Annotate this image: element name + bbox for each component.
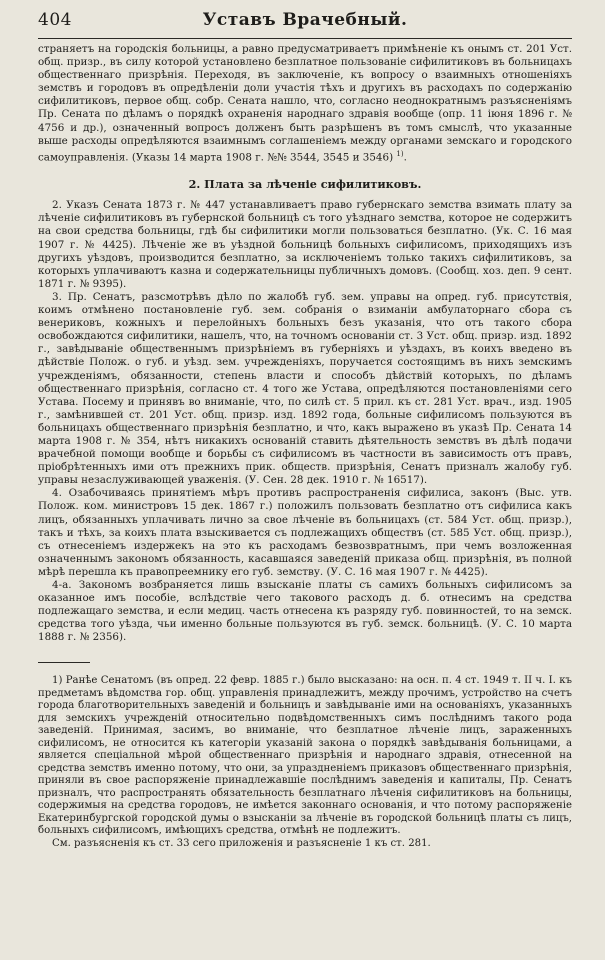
running-title: Уставъ Врачебный. [202,10,408,30]
paragraph-intro-text: страняетъ на городскія больницы, а равно предусматриваетъ примѣненіе къ онымъ ст. 201 Уст. общ. призр., въ силу которой установлено безплатное пользованіе сифилитиковъ въ больницахъ общественнаго призрѣнія. Переходя, въ заключеніе, къ вопросу о взаимныхъ отношеніяхъ земствъ и городовъ въ опредѣленіи доли участія тѣхъ и другихъ въ расходахъ по содержанію сифилитиковъ, первое общ. собр. Сената нашло, что, согласно неоднократнымъ разъясненіямъ Пр. Сената по дѣламъ о порядкѣ охраненія народнаго здравія вообще (опр. 11 іюня 1896 г. № 4756 и др.), означенный вопросъ долженъ быть разрѣшенъ въ томъ смыслѣ, что указанные выше расходы опредѣляются взаимнымъ соглашеніемъ между органами земскаго и городского самоуправленія. (Указы 14 марта 1908 г. №№ 3544, 3545 и 3546) [38,43,572,164]
footnote-rule [38,662,90,663]
footnote-1: 1) Ранѣе Сенатомъ (въ опред. 22 февр. 1885 г.) было высказано: на осн. п. 4 ст. 1949 т. II ч. I. къ предметамъ вѣдомства гор. общ. управленія принадлежитъ, между прочимъ, устройство на счетъ города благотворительныхъ заведеній и больницъ и завѣдываніе ими на основаніяхъ, указанныхъ для земскихъ учрежденій относительно подвѣдомственныхъ симъ послѣднимъ такого рода заведеній. Принимая, засимъ, во вниманіе, что безплатное лѣченіе лицъ, зараженныхъ сифилисомъ, не относится къ категоріи указаній закона о порядкѣ завѣдыванія больницами, а является спеціальной мѣрой общественнаго призрѣнія и народнаго здравія, отнесенной на средства земствъ именно потому, что они, за упраздненіемъ приказовъ общественнаго призрѣнія, приняли въ свое распоряженіе принадлежавшіе послѣднимъ заведенія и капиталы, Пр. Сенатъ призналъ, что распространять обязательность безплатнаго лѣченія сифилитиковъ на больницы, содержимыя на средства городовъ, не имѣется законнаго основанія, и что потому распоряженіе Екатеринбургской городской думы о взысканіи за лѣченіе въ городской больницѣ платы съ лицъ, больныхъ сифилисомъ, имѣющихъ средства, отмѣнѣ не подлежитъ. [38,675,572,837]
paragraph-4a: 4-а. Закономъ возбраняется лишь взысканіе платы съ самихъ больныхъ сифилисомъ за оказанное имъ пособіе, вслѣдствіе чего такового расходъ д. б. отнесимъ на средства подлежащаго земства, и если медиц. часть отнесена къ разряду губ. повинностей, то на земск. средства того уѣзда, чьи именно больные пользуются въ губ. земск. больницѣ. (У. С. 10 марта 1888 г. № 2356). [38,579,572,644]
page-header [38,10,572,34]
document-page [38,10,572,850]
paragraph-2: 2. Указъ Сената 1873 г. № 447 устанавливаетъ право губернскаго земства взимать плату за лѣченіе сифилитиковъ въ губернской больницѣ съ того уѣзднаго земства, которое не содержитъ на свои средства больницы, гдѣ бы сифилитики могли пользоваться безплатно. (Ук. С. 16 мая 1907 г. № 4425). Лѣченіе же въ уѣздной больницѣ больныхъ сифилисомъ, приходящихъ изъ другихъ уѣздовъ, производится безплатно, за исключеніемъ только такихъ сифилитиковъ, за которыхъ уплачиваютъ казна и содержательницы публичныхъ домовъ. (Сообщ. хоз. деп. 9 сент. 1871 г. № 9395). [38,199,572,290]
paragraph-intro [38,43,572,164]
footnote-see-also: См. разъясненія къ ст. 33 сего приложенія и разъясненіе 1 къ ст. 281. [52,837,431,849]
section-title: 2. Плата за лѣченіе сифилитиковъ. [188,177,422,192]
paragraph-3: 3. Пр. Сенатъ, разсмотрѣвъ дѣло по жалобѣ губ. зем. управы на опред. губ. присутствія, коимъ отмѣнено постановленіе губ. зем. собранія о взиманіи амбулаторнаго сбора съ венериковъ, кожныхъ и перелойныхъ больныхъ безъ указанія, что отъ такого сбора освобождаются сифилитики, нашелъ, что, на точномъ основаніи ст. 3 Уст. общ. призр. изд. 1892 г., завѣдываніе общественнымъ призрѣніемъ въ губерніяхъ и уѣздахъ, въ коихъ введено въ дѣйствіе Полож. о губ. и уѣзд. зем. учрежденіяхъ, поручается состоящимъ въ нихъ земскимъ учрежденіямъ, обязанности, степень власти и способъ дѣйствій которыхъ, по дѣламъ общественнаго призрѣнія, согласно ст. 4 того же Устава, опредѣляются постановленіями сего Устава. Посему и принявъ во вниманіе, что, по силѣ ст. 5 прил. къ ст. 281 Уст. врач., изд. 1905 г., замѣнившей ст. 201 Уст. общ. призр. изд. 1892 года, больные сифилисомъ пользуются въ больницахъ общественнаго призрѣнія безплатно, и что, какъ выражено въ указѣ Пр. Сената 14 марта 1908 г. № 354, нѣтъ никакихъ основаній ставить дѣятельность земствъ въ дѣлѣ подачи врачебной помощи вообще и борьбы съ сифилисомъ въ частности въ зависимость отъ правъ, пріобрѣтенныхъ ими отъ прежнихъ прик. обществ. призрѣнія, Сенатъ призналъ жалобу губ. управы незаслуживающей уваженія. (У. Сен. 28 дек. 1910 г. № 16517). [38,290,572,487]
paragraph-4: 4. Озабочиваясь принятіемъ мѣръ противъ распространенія сифилиса, законъ (Выс. утв. Полож. ком. министровъ 15 дек. 1867 г.) положилъ пользовать безплатно отъ сифилиса какъ лицъ, обязанныхъ уплачивать лично за свое лѣченіе въ больницахъ (ст. 584 Уст. общ. призр.), такъ и тѣхъ, за коихъ плата взыскивается съ подлежащихъ обществъ (ст. 585 Уст. общ. призр.), съ отнесеніемъ издержекъ на это къ расходамъ безвозвратнымъ, при чемъ возложенная означеннымъ закономъ обязанность, касавшаяся заведеній приказа общ. призрѣнія, въ полной мѣрѣ перешла къ правопреемнику его губ. земству. (У. С. 16 мая 1907 г. № 4425). [38,487,572,578]
page-number: 404 [38,10,72,30]
main-text [38,43,572,644]
footnote-reference: 1) [396,149,404,158]
header-rule [38,38,572,39]
footnotes [38,675,572,850]
paragraph-intro-end: . [403,151,407,164]
